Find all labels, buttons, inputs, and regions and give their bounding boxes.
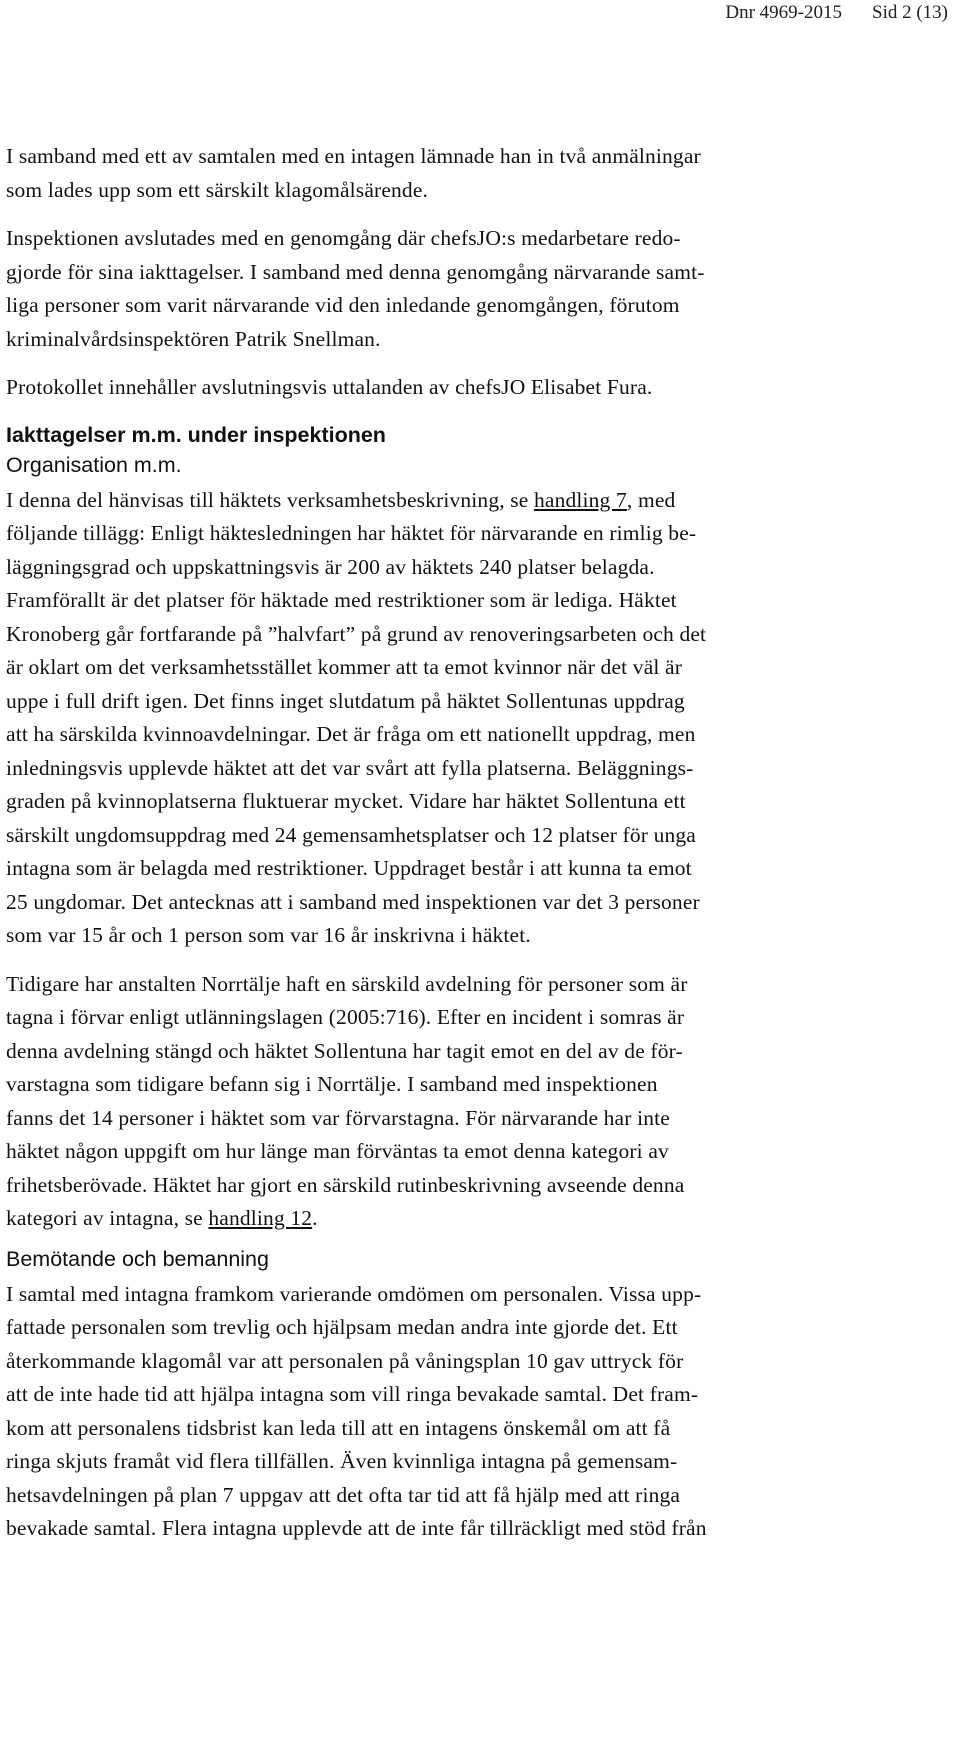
text-line: särskilt ungdomsuppdrag med 24 gemensamhetsplatser och 12 platser för unga [6,822,696,847]
text-line: tagna i förvar enligt utlänningslagen (2005:716). Efter en incident i somras är [6,1005,685,1029]
text-line: som lades upp som ett särskilt klagomålsärende. [6,177,429,202]
text-fragment: , med [626,487,676,512]
text-fragment: . [312,1206,318,1230]
intro-paragraph-2 [6,222,950,356]
text-line: 25 ungdomar. Det antecknas att i samband med inspektionen var det 3 personer [6,889,700,914]
text-line: denna avdelning stängd och häktet Sollentuna har tagit emot en del av de för- [6,1038,683,1063]
section-heading: Iakttagelser m.m. under inspektionen [6,422,386,447]
case-number: Dnr 4969-2015 [725,2,842,23]
text-line: Kronoberg går fortfarande på ”halvfart” på grund av renoveringsarbeten och det [6,621,707,646]
handling-12-link[interactable]: handling 12 [208,1206,313,1230]
bemotande-paragraph [6,1278,950,1546]
text-line: Tidigare har anstalten Norrtälje haft en särskild avdelning för personer som är [6,971,688,996]
text-line: varstagna som tidigare befann sig i Norrtälje. I samband med inspektionen [6,1072,658,1096]
text-line: Protokollet innehåller avslutningsvis uttalanden av chefsJO Elisabet Fura. [6,375,653,399]
text-line: uppe i full drift igen. Det finns inget slutdatum på häktet Sollentunas uppdrag [6,688,685,713]
text-line: I samband med ett av samtalen med en intagen lämnade han in två anmälningar [6,144,701,168]
text-line: bevakade samtal. Flera intagna upplevde att de inte får tillräckligt med stöd från [6,1516,707,1540]
text-line: Inspektionen avslutades med en genomgång där chefsJO:s medarbetare redo- [6,226,681,250]
text-line: kriminalvårdsinspektören Patrik Snellman. [6,326,381,351]
text-line: som var 15 år och 1 person som var 16 år inskrivna i häktet. [6,923,531,947]
intro-paragraph-3 [6,371,950,405]
text-fragment: I denna del hänvisas till häktets verksamhetsbeskrivning, se [6,487,535,512]
text-line: graden på kvinnoplatserna fluktuerar mycket. Vidare har häktet Sollentuna ett [6,789,686,813]
text-fragment: kategori av intagna, se [6,1206,209,1230]
page-number: Sid 2 (13) [872,2,948,23]
text-line: häktet någon uppgift om hur länge man förväntas ta emot denna kategori av [6,1139,669,1163]
text-line: kom att personalens tidsbrist kan leda till att en intagens önskemål om att få [6,1415,671,1440]
text-line: följande tillägg: Enligt häktesledningen har häktet för närvarande en rimlig be- [6,521,697,545]
organisation-paragraph [6,484,950,953]
text-line: Framförallt är det platser för häktade med restriktioner som är lediga. Häktet [6,588,677,612]
page-header [725,0,948,26]
text-line: ringa skjuts framåt vid flera tillfällen. Även kvinnliga intagna på gemensam- [6,1449,678,1473]
text-line: inledningsvis upplevde häktet att det var svårt att fylla platserna. Beläggnings- [6,755,694,780]
subsection-heading: Organisation m.m. [6,452,182,477]
text-line: liga personer som varit närvarande vid den inledande genomgången, förutom [6,293,680,317]
text-line: läggningsgrad och uppskattningsvis är 200 av häktets 240 platser belagda. [6,554,655,579]
text-line: att ha särskilda kvinnoavdelningar. Det är fråga om ett nationellt uppdrag, men [6,722,696,746]
text-line [6,1202,950,1236]
handling-7-link[interactable]: handling 7 [534,487,627,512]
text-line: är oklart om det verksamhetsstället kommer att ta emot kvinnor när det väl är [6,655,683,679]
text-line: hetsavdelningen på plan 7 uppgav att det ofta tar tid att få hjälp med att ringa [6,1482,681,1507]
text-line: att de inte hade tid att hjälpa intagna som vill ringa bevakade samtal. Det fram- [6,1382,699,1406]
text-line [6,484,950,518]
text-line: frihetsberövade. Häktet har gjort en särskild rutinbeskrivning avseende denna [6,1172,685,1197]
norrtalje-paragraph [6,968,950,1236]
text-line: intagna som är belagda med restriktioner. Uppdraget består i att kunna ta emot [6,856,692,880]
text-line: I samtal med intagna framkom varierande omdömen om personalen. Vissa upp- [6,1281,702,1306]
text-line: återkommande klagomål var att personalen på våningsplan 10 gav uttryck för [6,1348,684,1373]
text-line: fattade personalen som trevlig och hjälpsam medan andra inte gjorde det. Ett [6,1315,678,1339]
document-body [6,140,950,1546]
intro-paragraph-1 [6,140,950,207]
text-line: gjorde för sina iakttagelser. I samband med denna genomgång närvarande samt- [6,259,705,284]
subsection-heading-bemotande: Bemötande och bemanning [6,1246,269,1271]
text-line: fanns det 14 personer i häktet som var förvarstagna. För närvarande har inte [6,1105,670,1130]
